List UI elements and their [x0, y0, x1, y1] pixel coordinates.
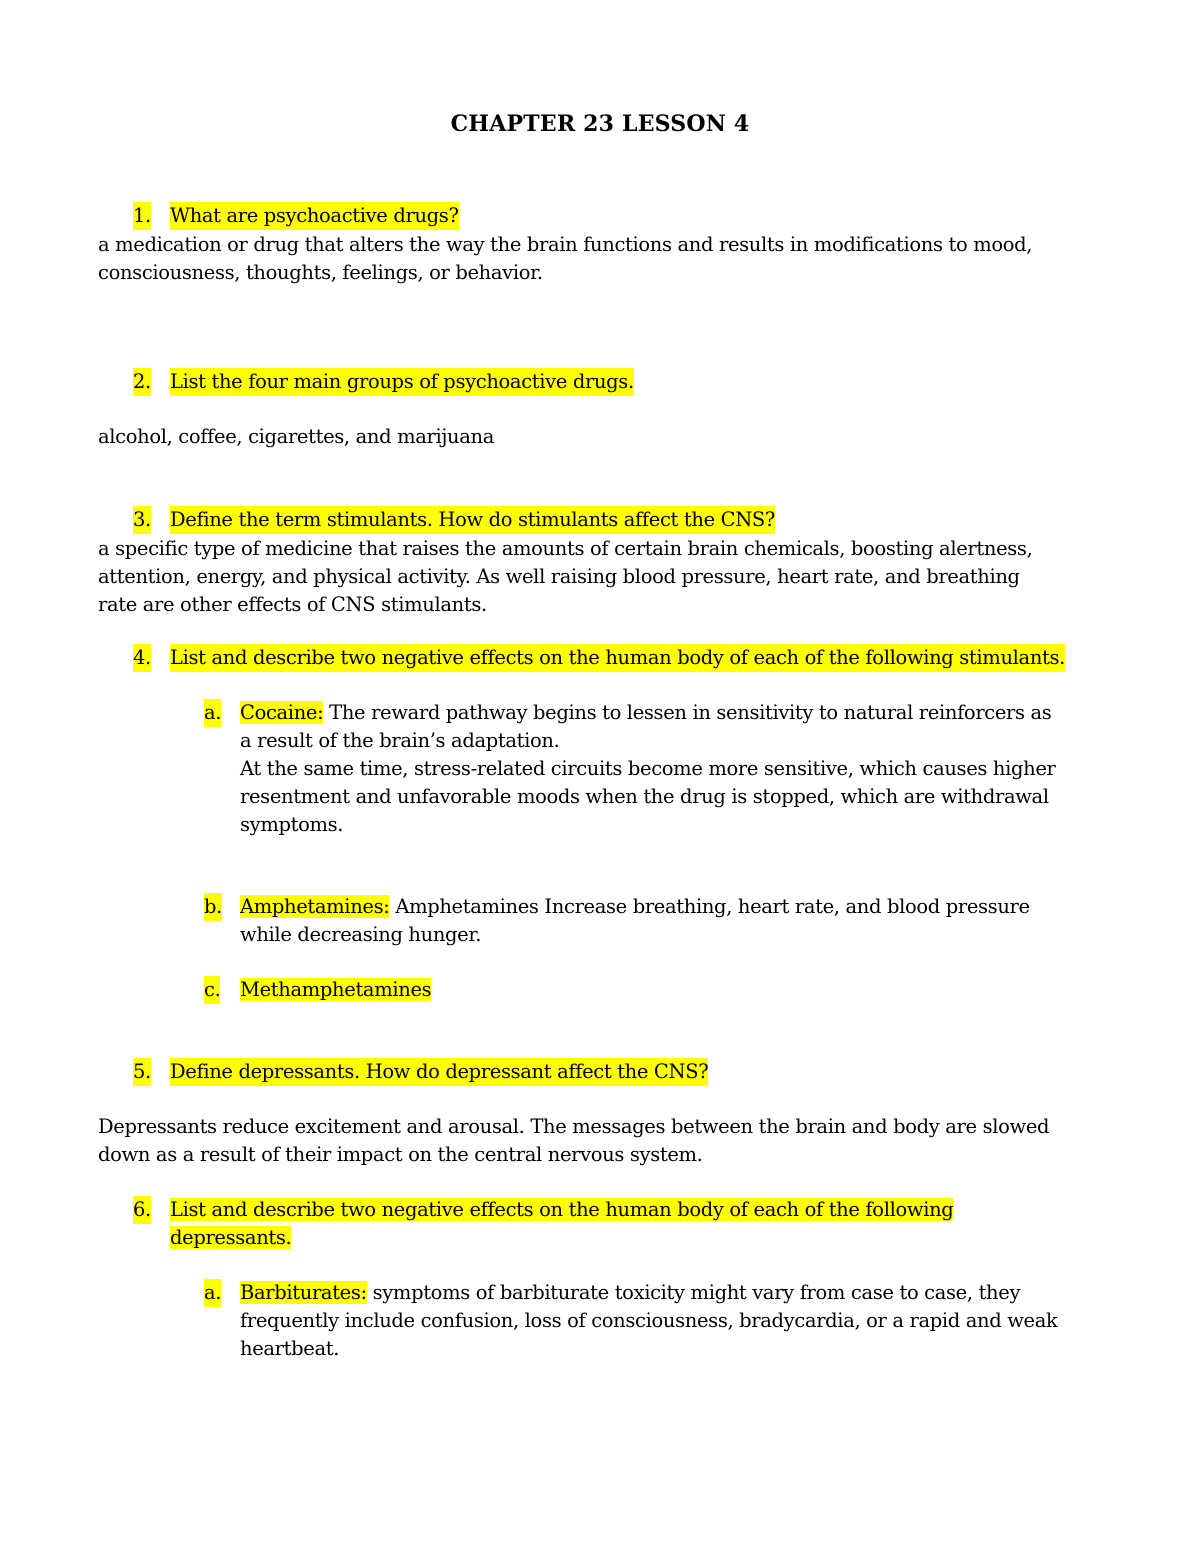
- question-6-text: [170, 1196, 953, 1252]
- item-text: At the same time, stress-related circuits become more sensitive, which causes higher: [240, 757, 1056, 780]
- question-4-text: List and describe two negative effects on the human body of each of the following stimulants.: [170, 644, 1065, 672]
- question-2-number: 2.: [133, 368, 151, 396]
- question-5-number: 5.: [133, 1058, 151, 1086]
- answer-1-line: consciousness, thoughts, feelings, or behavior.: [98, 261, 543, 284]
- item-label: Amphetamines:: [240, 895, 390, 918]
- answer-3-line: rate are other effects of CNS stimulants.: [98, 593, 487, 616]
- item-text: symptoms of barbiturate toxicity might vary from case to case, they: [366, 1281, 1021, 1304]
- item-body: [240, 893, 1030, 949]
- item-text: a result of the brain’s adaptation.: [240, 729, 560, 752]
- question-1-text: What are psychoactive drugs?: [170, 202, 459, 230]
- chapter-title: CHAPTER 23 LESSON 4: [450, 111, 750, 137]
- answer-3: [98, 535, 1032, 619]
- item-letter: c.: [204, 976, 220, 1004]
- question-3-text: Define the term stimulants. How do stimulants affect the CNS?: [170, 506, 775, 534]
- question-3-number: 3.: [133, 506, 151, 534]
- question-6-text-line: depressants.: [170, 1226, 292, 1249]
- item-label: Barbiturates:: [240, 1281, 367, 1304]
- item-text: resentment and unfavorable moods when the drug is stopped, which are withdrawal: [240, 785, 1049, 808]
- answer-5-line: Depressants reduce excitement and arousal. The messages between the brain and body are slowed: [98, 1115, 1050, 1138]
- question-2-text: List the four main groups of psychoactive drugs.: [170, 368, 634, 396]
- question-1-number: 1.: [133, 202, 151, 230]
- question-5-text: Define depressants. How do depressant affect the CNS?: [170, 1058, 708, 1086]
- answer-1-line: a medication or drug that alters the way the brain functions and results in modifications to mood,: [98, 233, 1033, 256]
- item-text: Amphetamines Increase breathing, heart rate, and blood pressure: [389, 895, 1030, 918]
- item-text: frequently include confusion, loss of consciousness, bradycardia, or a rapid and weak: [240, 1309, 1058, 1332]
- question-6-text-line: List and describe two negative effects on the human body of each of the following: [170, 1198, 954, 1221]
- answer-3-line: attention, energy, and physical activity. As well raising blood pressure, heart rate, and breathing: [98, 565, 1020, 588]
- item-letter: b.: [204, 893, 222, 921]
- item-text: symptoms.: [240, 813, 344, 836]
- item-text: The reward pathway begins to lessen in sensitivity to natural reinforcers as: [323, 701, 1052, 724]
- answer-5-line: down as a result of their impact on the central nervous system.: [98, 1143, 703, 1166]
- item-body: [240, 1279, 1057, 1363]
- item-label: Methamphetamines: [240, 978, 432, 1001]
- item-label: Cocaine:: [240, 701, 324, 724]
- item-letter: a.: [204, 699, 221, 727]
- answer-3-line: a specific type of medicine that raises the amounts of certain brain chemicals, boosting alertness,: [98, 537, 1033, 560]
- answer-5: [98, 1113, 1049, 1169]
- answer-1: [98, 231, 1032, 287]
- answer-2: [98, 423, 494, 451]
- item-text: heartbeat.: [240, 1337, 340, 1360]
- item-letter: a.: [204, 1279, 221, 1307]
- item-text: while decreasing hunger.: [240, 923, 482, 946]
- question-6-number: 6.: [133, 1196, 151, 1224]
- item-body: [240, 699, 1056, 839]
- item-body: [240, 976, 431, 1004]
- question-4-number: 4.: [133, 644, 151, 672]
- answer-2-line: alcohol, coffee, cigarettes, and marijuana: [98, 425, 495, 448]
